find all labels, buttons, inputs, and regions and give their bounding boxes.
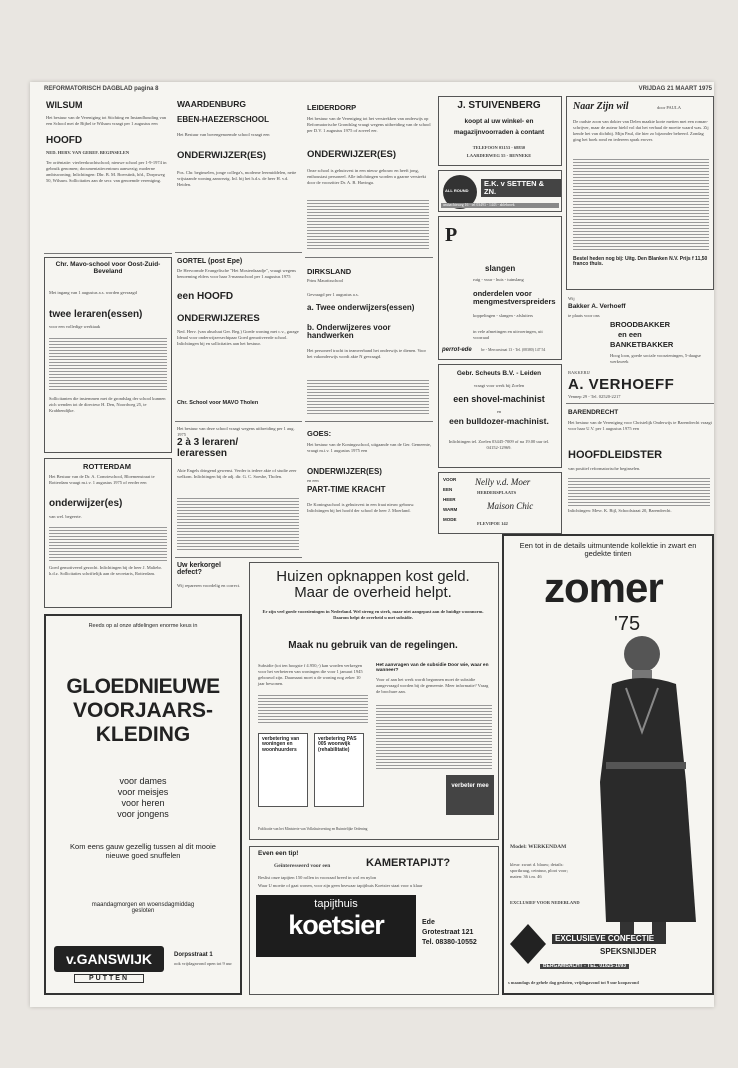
page-date: VRIJDAG 21 MAART 1975: [638, 86, 712, 92]
ad-dirksland-role-a: a. Twee onderwijzers(essen): [307, 303, 415, 312]
ad-thalen-intro: Het bestuur van deze school vraagt wegens uitbreiding per 1 aug. 1975: [177, 426, 295, 437]
ad-wilsum-place: WILSUM: [46, 100, 83, 110]
ad-verhoeff-role1: BROODBAKKER: [610, 320, 670, 329]
ad-gortel-body: Ned. Herv. (van absoluut Ger. Beg.) Goede woning met c.v., garage Ideaal voor onderwijzersechtpaar Goed gemotiveerde school. Inlichtingen bij en sollicitaties aan het bestuur.: [177, 329, 299, 346]
ad-rotterdam-text-lines: [49, 525, 167, 561]
ad-ganswijk-brand: v.GANSWIJK: [65, 951, 153, 967]
ad-goes-intro: Het bestuur van de Koningsschool, uitgaande van de Ger. Gemeente, vraagt m.i.v. 1 augustus 1975 een: [307, 442, 431, 453]
ad-ganswijk: [44, 614, 242, 995]
ad-setten-tag: ALL ROUND: [445, 188, 469, 193]
ad-wilsum-role: HOOFD: [46, 135, 83, 146]
ad-paula-title: Naar Zijn wil: [573, 101, 629, 112]
ad-gortel: [175, 256, 302, 422]
ad-stuivenberg-line2: magazijnvoorraden à contant: [453, 129, 545, 136]
ad-koetsier-addr: Grotestraat 121: [422, 929, 474, 936]
ad-perrot-h1: slangen: [485, 264, 516, 273]
ad-overheid-logo-text: verbeter mee: [451, 783, 489, 789]
ad-rotterdam-role: onderwijzer(es): [49, 498, 123, 509]
ad-moer-col-1: VOOR: [443, 477, 457, 482]
ad-dirksland: [305, 262, 433, 422]
ad-mavo-intro: Met ingang van 1 augustus a.s. worden gevraagd: [49, 290, 137, 295]
ad-rotterdam-body: Goed gemotiveerd gezocht. Inlichtingen bij de heer J. Maliebr. h.d.z. Sollicitaties schriftelijk aan de secretaris, Rotterdam.: [49, 565, 162, 576]
ad-scheuts-en: en: [496, 409, 502, 414]
ad-wilsum-church: NED. HERV. VAN GEREF. BEGINSELEN: [46, 150, 130, 155]
ad-verhoeff-addr: Vennep 29 - Tel. 02520-2217: [568, 394, 621, 399]
ad-goes-body: De Koningsschool is gehuisvest in een fraai nieuw gebouw. Inlichtingen bij het hoofd der school de heer J. Moerland.: [307, 502, 415, 513]
ad-verhoeff-label: BAKKERIJ: [568, 370, 590, 375]
ad-paula-author: door PAULA: [657, 105, 681, 110]
ad-mavo-body: Sollicitanten die instemmen met de grondslag der school kunnen zich wenden tot de directeur H. Den, Noordweg 25, te Krabbendijke.: [49, 396, 166, 413]
ad-waardenburg-role: ONDERWIJZER(ES): [177, 150, 267, 161]
ad-perrot: [438, 216, 562, 360]
ad-kerkorgel: [175, 560, 249, 606]
ad-paula-body: De oudste zoon van dokter van Delen maakte korte metten met een roman-schrijver, maar de auteur hield vol dat het verhaal de moeite waard was. Zij kende het van dichtbij. Mijn Paul, die hier zo bijzonder beheerd. Zondag ging het boek rond en iedereen sprak erover.: [573, 119, 709, 142]
ad-mavo-text-lines: [49, 336, 167, 390]
ad-verhoeff-name: Bakker A. Verhoeff: [568, 303, 626, 310]
ad-barendrecht-place: BARENDRECHT: [568, 409, 619, 416]
ad-dirksland-place: DIRKSLAND: [307, 267, 352, 276]
ad-moer: [438, 472, 562, 534]
ad-ganswijk-town: PUTTEN: [74, 974, 144, 983]
ad-zomer-top: Een tot in de details uitmuntende kollektie in zwart en gedekte tinten: [519, 541, 697, 558]
ad-gortel-title: GORTEL (post Epe): [177, 258, 243, 265]
ad-stuivenberg-addr: LAARDERWEG 55 - BENNEKE: [466, 153, 532, 158]
ad-verhoeff-big: A. VERHOEFF: [568, 376, 675, 393]
ad-koetsier: [249, 846, 499, 995]
ad-perrot-h2: onderdelen voor mengmestverspreiders: [473, 289, 556, 306]
ad-setten: [438, 170, 562, 212]
ad-ganswijk-for-1: voor dames: [119, 776, 167, 786]
paper-name: REFORMATORISCH DAGBLAD pagina 8: [44, 86, 159, 92]
ad-verhoeff-en: en een: [618, 330, 642, 339]
ad-stuivenberg-line1: koopt al uw winkel- en: [464, 118, 534, 125]
ad-goes-role2: PART-TIME KRACHT: [307, 485, 386, 494]
ad-ganswijk-logo: [54, 946, 164, 972]
ad-moer-col-5: MODE: [443, 517, 457, 522]
ad-moer-sub: HERDERSPLAATS: [477, 490, 517, 495]
ad-thalen: [175, 424, 302, 558]
ad-gortel-role2: ONDERWIJZERES: [177, 313, 260, 324]
ad-moer-brand: Maison Chic: [487, 501, 534, 511]
ad-barendrecht-role: HOOFDLEIDSTER: [568, 449, 663, 461]
ad-koetsier-place: Ede: [422, 919, 435, 926]
ad-kerkorgel-text: Uw kerkorgel defect?: [177, 562, 221, 577]
ad-overheid-col2-title: Het aanvragen van de subsidie Door wie, waar en wanneer?: [376, 663, 489, 674]
ad-barendrecht-intro: Het bestuur van de Vereniging voor Christelijk Onderwijs te Barendrecht vraagt voor haar U.V. per 1 augustus 1975 een: [568, 420, 712, 431]
ad-verhoeff: [566, 294, 714, 404]
ad-paula: [566, 96, 714, 290]
ad-moer-name: Nelly v.d. Moer: [475, 477, 531, 487]
ad-ganswijk-for-2: voor meisjes: [117, 787, 169, 797]
ad-zomer-big: zomer: [544, 564, 663, 611]
woman-figure-illustration: [586, 632, 710, 948]
ad-leiderdorp: [305, 98, 433, 258]
ad-overheid-intro: Er zijn veel goede voorzieningen in Nederland. Wel streng en sterk, maar niet aangepast aan de huidige woonnorm. Daarom helpt de overheid u met subsidie.: [262, 609, 484, 620]
ad-scheuts-role2: een bulldozer-machinist.: [449, 416, 549, 426]
ad-wilsum: [44, 98, 172, 254]
ad-scheuts: [438, 364, 562, 468]
ad-setten-addr: ambachtsweg 16 - tel 03493 - 1443 - ablebroek: [441, 203, 559, 208]
ad-ganswijk-addr: Dorpsstraat 1: [174, 952, 213, 958]
ad-thalen-role: 2 à 3 leraren/ leraressen: [177, 437, 239, 459]
ad-overheid-book1: [258, 733, 308, 807]
ad-moer-addr: FLEVIPOE 142: [477, 521, 508, 526]
ad-stuivenberg-phone: TELEFOON 03153 - 68830: [472, 145, 526, 150]
ad-scheuts-body: Inlichtingen tel. Zoelen 03445-7009 of na 19.00 uur tel. 04152-12969.: [448, 439, 550, 450]
ad-ganswijk-for-3: voor heren: [121, 798, 165, 808]
ad-koetsier-tel: Tel. 08380-10552: [422, 939, 477, 946]
ad-goes-sub: en een: [307, 478, 319, 483]
ad-waardenburg-place: WAARDENBURG: [177, 99, 246, 109]
ad-wilsum-intro: Het bestuur van de Vereniging tot Stichting en Instandhouding van een School met de Bijbel te Wilsum vraagt per 1 augustus een: [46, 115, 167, 126]
ad-ganswijk-for-4: voor jongens: [117, 809, 169, 819]
ad-overheid-col2: Voor of aan het werk wordt begonnen moet de subsidie aangevraagd worden bij de gemeente. Meer informatie? Vraag de brochure aan.: [376, 677, 489, 694]
ad-dirksland-intro: Gevraagd per 1 augustus a.s.: [307, 292, 359, 297]
ad-ganswijk-closed: maandagmorgen en woensdagmiddag gesloten: [91, 902, 195, 914]
ad-spek-addr: BERGAMBACHT - TEL. 01825-1093: [540, 964, 629, 969]
ad-perrot-addr: bv - Mercurstraat 13 - Tel. (08380) 147 54: [481, 348, 546, 352]
ad-leiderdorp-intro: Het bestuur van de Vereniging tot het verstrekken van onderwijs op Reformatorische Grondslag vraagt wegens uitbreiding van de school per D.V. 1 augustus 1975 of zoveel eer.: [307, 116, 431, 133]
ad-ganswijk-line1: GLOEDNIEUWE: [66, 675, 220, 698]
ad-paula-promo: Bestel heden nog bij: Uitg. Den Blanken N.V. Prijs f 11,50 franco thuis.: [573, 256, 708, 268]
ad-perrot-brand: perrot-ede: [442, 347, 472, 353]
ad-overheid-col2-lines: [376, 703, 492, 769]
ad-goes-place: GOES:: [307, 429, 332, 438]
ad-zomer-model: Model: WERKENDAM: [510, 844, 567, 850]
ad-verhoeff-intro: Wij: [568, 296, 575, 301]
ad-ganswijk-invite: Kom eens gauw gezellig tussen al dit mooie nieuwe goed snuffelen: [70, 842, 216, 860]
ad-mavo-school: Chr. Mavo-school voor Oost-Zuid-Beveland: [55, 261, 161, 275]
ad-ganswijk-line3: KLEDING: [95, 723, 191, 746]
ad-spek-brand: EXCLUSIEVE CONFECTIE: [552, 934, 657, 944]
ad-thalen-text-lines: [177, 496, 299, 552]
ad-dirksland-text-lines: [307, 378, 429, 416]
ad-moer-col-4: WARM: [443, 507, 458, 512]
ad-leiderdorp-text-lines: [307, 198, 429, 250]
ad-waardenburg-school: EBEN-HAEZERSCHOOL: [177, 115, 270, 124]
ad-gortel-role1: een HOOFD: [177, 291, 234, 302]
ad-overheid-book2: [314, 733, 364, 807]
ad-zomer-excl: EXCLUSIEF VOOR NEDERLAND: [510, 900, 580, 905]
ad-kerkorgel-body: Wij repareren voordelig en correct.: [177, 583, 241, 588]
ad-koetsier-name1: tapijthuis: [314, 898, 358, 910]
ad-wilsum-body: Ter oriëntatie: vierleerkrachtschool; nieuwe school per 1-9-1974 in gebruik genomen; documentatiecentrum aanwezig; moderne ambtswoning; Inlichtingen: Dhr. B. M. Boerstink, hfd., Dorpsweg 50, Wilsum. Sollicitaties aan de secr. van genoemde vereniging.: [46, 160, 167, 183]
ad-overheid-headline: Huizen opknappen kost geld. Maar de overheid helpt.: [276, 568, 470, 601]
ad-perrot-l3: in vele afmetingen en uitvoeringen, uit voorraad: [473, 329, 543, 340]
ad-perrot-l2: koppelingen - slangen - afsluiters: [473, 313, 533, 318]
ad-overheid-book2-label: verbetering PAS 005 woonwijk (rehabilitatie): [318, 736, 357, 753]
ad-waardenburg: [175, 98, 302, 253]
ad-perrot-logo: P: [445, 224, 458, 246]
ad-dirksland-role-b: b. Onderwijzeres voor handwerken: [307, 323, 391, 341]
ad-koetsier-tip: Even een tip!: [258, 850, 299, 857]
ad-leiderdorp-role: ONDERWIJZER(ES): [307, 149, 397, 160]
ad-koetsier-l2: Waar U moeite of gaat wonen, voor zijn geen bezwaar tapijthuis Koetsier staat voor u klaar: [258, 883, 423, 888]
ad-zomer: [502, 534, 714, 995]
ad-waardenburg-intro: Het Bestuur van bovengenoemde school vraagt een: [177, 132, 270, 137]
ad-barendrecht: [566, 408, 714, 528]
ad-barendrecht-text-lines: [568, 476, 710, 506]
ad-rotterdam-place: ROTTERDAM: [83, 462, 131, 471]
ad-barendrecht-sub: van positief reformatorische beginselen.: [568, 466, 641, 471]
ad-barendrecht-body: Inlichtingen: Mevr. K. Bijl, Schoolstraat 20, Barendrecht.: [568, 508, 672, 513]
ad-koetsier-ask: Geïnteresseerd voor een: [274, 863, 331, 869]
ad-setten-name: E.K. v SETTEN & ZN.: [481, 179, 561, 197]
ad-perrot-l1: ruig - vuur - huis - tuinslang: [473, 277, 524, 282]
ad-paula-text-lines: [573, 157, 709, 251]
ad-mavo-sub: voor een volledige werktaak: [49, 324, 101, 329]
ad-overheid-cta: Maak nu gebruik van de regelingen.: [288, 640, 458, 651]
ad-moer-col-2: EEN: [443, 487, 453, 492]
ad-leiderdorp-body: Onze school is gehuisvest in een nieuw gebouw en heeft jong, enthousiast personeel. Alle inlichtingen worden u gaarne verstrekt door de voorzitter Dr. A. B. Havinga.: [307, 168, 426, 185]
ad-thalen-body: Akte Engels dringend gewenst. Verder is iedere akte of studie zeer welkom. Inlichtingen bij de adj. dir. G. C. Soesbe, Tholen.: [177, 468, 297, 479]
ad-rotterdam-intro: Het Bestuur van de Dr. A. Comrieschool, Bloemenstraat te Rotterdam vraagt m.i.v. 1 augustus 1975 of eerder een: [49, 474, 155, 485]
ad-mavo: [44, 257, 172, 453]
ad-overheid: [249, 562, 499, 840]
ad-rotterdam: [44, 458, 172, 608]
ad-stuivenberg: [438, 96, 562, 166]
ad-goes-role: ONDERWIJZER(ES): [307, 467, 382, 476]
ad-ganswijk-top: Reeds op al onze afdelingen enorme keus in: [88, 623, 198, 629]
ad-verhoeff-intro2: te plaats voor ons: [568, 313, 600, 318]
ad-scheuts-role1: een shovel-machinist: [453, 394, 545, 404]
ad-ganswijk-line2: VOORJAARS-: [72, 699, 214, 722]
ad-koetsier-l1: Beslist onze tapijten 150 rollen in voorraad breed in wol en nylon: [258, 875, 377, 880]
ad-rotterdam-sub: van wel. begeerte.: [49, 514, 82, 519]
ad-zomer-year: '75: [614, 613, 641, 635]
ad-verhoeff-body: Hoog loon, goede sociale voorzieningen, 5-daagse werkweek: [610, 353, 701, 364]
ad-stuivenberg-name: J. STUIVENBERG: [457, 100, 541, 111]
ad-koetsier-big: KAMERTAPIJT?: [366, 857, 451, 869]
ad-koetsier-logo: [256, 895, 416, 957]
ad-verhoeff-role2: BANKETBAKKER: [610, 340, 674, 349]
ad-zomer-spec: kleur: zwart d. blauw; details: sportkraag, ceintuur, plooi voor; maten: 36 t.m. 46: [510, 862, 568, 879]
ad-dirksland-body: Het personeel tracht in teamverband het onderwijs te dienen. Voor het vakonderwijs wordt akte N gevraagd.: [307, 348, 427, 359]
ad-spek-foot: s maandags de gehele dag gesloten, vrijdagavond tot 9 uur koopavond: [508, 980, 639, 985]
ad-overheid-col1-lines: [258, 693, 368, 723]
ad-scheuts-name: Gebr. Scheuts B.V. - Leiden: [456, 370, 542, 377]
ad-mavo-role: twee leraren(essen): [49, 309, 143, 320]
ad-koetsier-name2: koetsier: [288, 909, 384, 940]
ad-gortel-intro: De Hervormde Evangelische "Het Mosterdzaadje", vraagt wegens benoeming elders voor haar 3-mansschool per 1 augustus 1975: [177, 268, 297, 279]
ad-scheuts-intro: vraagt voor werk bij Zoelen: [473, 383, 525, 388]
ad-goes: [305, 426, 433, 558]
ad-overheid-foot: Publicatie van het Ministerie van Volkshuisvesting en Ruimtelijke Ordening: [258, 827, 368, 831]
ad-leiderdorp-place: LEIDERDORP: [307, 103, 357, 112]
ad-overheid-book1-label: verbetering van woningen en woonhuurders: [262, 736, 300, 753]
ad-spek-logo: [510, 924, 546, 964]
ad-thalen-title: Chr. School voor MAVO Tholen: [177, 400, 259, 406]
ad-dirksland-org: Prins Mauritsschool: [307, 278, 344, 283]
ad-ganswijk-note: ook vrijdagavond open tot 9 uur: [174, 961, 232, 966]
ad-overheid-col1: Subsidie (tot ten hoogste f 4.950,-) kan worden verkregen voor het verbeteren van woningen die voor 1 januari 1945 gebouwd zijn. Daarnaast moet u de woning nog zeker 10 jaar bewonen.: [258, 663, 363, 686]
ad-spek-name: SPEKSNIJDER: [600, 947, 657, 956]
ad-moer-col-3: HEER: [443, 497, 456, 502]
ad-waardenburg-body: Pos. Chr. beginselen, jonge collega's, moderne leermiddelen, nette vrijstaande woning aanwezig. Inl. bij het h.d.s. de heer H. v.d. Heiden.: [177, 170, 297, 187]
ad-overheid-logo: [446, 775, 494, 815]
